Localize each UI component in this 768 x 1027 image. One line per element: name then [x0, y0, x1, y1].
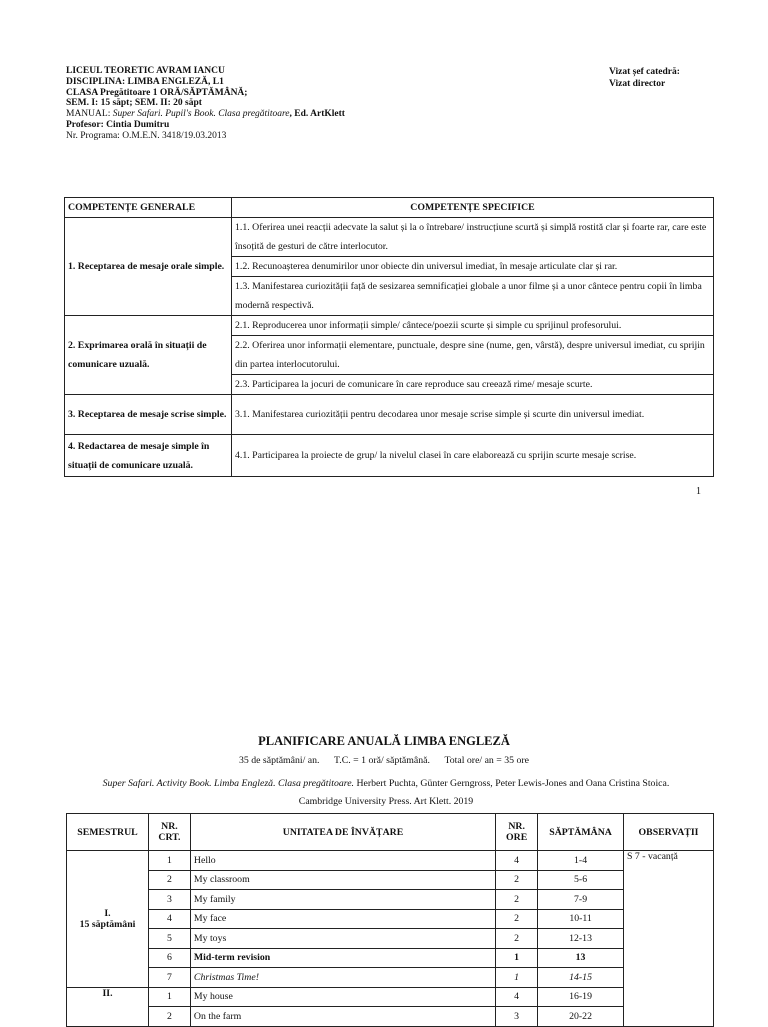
manual-label: MANUAL: [66, 109, 111, 120]
table-row [65, 316, 714, 336]
discipline: DISCIPLINA: LIMBA ENGLEZĂ, L1 [66, 76, 224, 87]
unit-cell: My classroom [190, 870, 495, 890]
unit-cell: On the farm [190, 1007, 495, 1027]
semester-2-cell [67, 987, 149, 1026]
book-title: Super Safari. Activity Book. Limba Engleză. Clasa pregătitoare. [102, 778, 354, 789]
book-authors: Herbert Puchta, Günter Gerngross, Peter Lewis-Jones and Oana Cristina Stoica. [354, 778, 670, 789]
week-cell: 14-15 [538, 968, 624, 988]
unit-cell: My house [190, 987, 495, 1007]
col-nr-ore-header: NR. ORE [496, 814, 538, 851]
competences-table [64, 197, 714, 477]
col-nr-crt-header: NR. CRT. [148, 814, 190, 851]
planning-table [66, 813, 714, 1027]
unit-cell: Hello [190, 851, 495, 871]
specific-competence: 2.2. Oferirea unor informații elementare, punctuale, despre sine (nume, gen, vârstă), despre universul imediat, cu sprijin din partea interlocutorului. [232, 336, 714, 375]
teacher-name: Profesor: Cintia Dumitru [66, 119, 170, 130]
nr-cell: 6 [148, 948, 190, 968]
school-name: LICEUL TEORETIC AVRAM IANCU [66, 66, 225, 76]
hours-cell: 2 [496, 870, 538, 890]
program-number: Nr. Programa: O.M.E.N. 3418/19.03.2013 [66, 130, 227, 141]
table-row [67, 909, 714, 929]
col-week-header: SĂPTĂMÂNA [538, 814, 624, 851]
general-competence: 1. Receptarea de mesaje orale simple. [65, 218, 232, 316]
nr-cell: 1 [148, 851, 190, 871]
table-row [65, 435, 714, 477]
table-row [67, 968, 714, 988]
unit-cell: Mid-term revision [190, 948, 495, 968]
competences-header-row [65, 198, 714, 218]
observations-cell: S 7 - vacanță [624, 851, 714, 1027]
nr-cell: 7 [148, 968, 190, 988]
hours-cell: 1 [496, 948, 538, 968]
visa-chief: Vizat șef catedră: [609, 67, 680, 77]
unit-cell: My family [190, 890, 495, 910]
document-header [66, 66, 345, 142]
semester-info: SEM. I: 15 săpt; SEM. II: 20 săpt [66, 98, 202, 109]
plan-subtitle: 35 de săptămâni/ an. T.C. = 1 oră/ săptămână. Total ore/ an = 35 ore [238, 755, 530, 766]
hours-cell: 3 [496, 1007, 538, 1027]
week-cell: 16-19 [538, 987, 624, 1007]
approval-block [609, 66, 680, 90]
general-competence: 3. Receptarea de mesaje scrise simple. [65, 395, 232, 435]
nr-cell: 2 [148, 870, 190, 890]
specific-competence: 4.1. Participarea la proiecte de grup/ la nivelul clasei în care elaborează cu sprijin scurte mesaje scrise. [232, 435, 714, 477]
general-competence: 4. Redactarea de mesaje simple în situații de comunicare uzuală. [65, 435, 232, 477]
class-info: CLASA Pregătitoare 1 ORĂ/SĂPTĂMÂNĂ; [66, 87, 248, 98]
manual-publisher: , Ed. ArtKlett [289, 109, 345, 120]
nr-cell: 5 [148, 929, 190, 949]
table-row [67, 987, 714, 1007]
semester-2-label: II. [102, 987, 113, 999]
nr-cell: 2 [148, 1007, 190, 1027]
hours-cell: 2 [496, 909, 538, 929]
specific-competence: 3.1. Manifestarea curiozității pentru decodarea unor mesaje scrise simple și scurte din universul imediat. [232, 395, 714, 435]
table-row [67, 870, 714, 890]
unit-cell: My toys [190, 929, 495, 949]
hours-cell: 4 [496, 851, 538, 871]
manual-info [66, 109, 345, 120]
hours-cell: 2 [496, 929, 538, 949]
specific-competence: 1.2. Recunoașterea denumirilor unor obiecte din universul imediat, în mesaje articulate clar și rar. [232, 257, 714, 277]
plan-title: PLANIFICARE ANUALĂ LIMBA ENGLEZĂ [258, 734, 510, 748]
week-cell: 1-4 [538, 851, 624, 871]
nr-cell: 4 [148, 909, 190, 929]
hours-cell: 1 [496, 968, 538, 988]
col-general-header: COMPETENȚE GENERALE [65, 198, 232, 218]
unit-cell: Christmas Time! [190, 968, 495, 988]
semester-1-label: I. [104, 907, 111, 919]
page-number: 1 [696, 486, 701, 497]
plan-book-reference [66, 775, 706, 811]
semester-1-weeks: 15 săptămâni [79, 918, 136, 930]
table-row [67, 929, 714, 949]
manual-title: Super Safari. Pupil's Book. Clasa pregătitoare [112, 109, 290, 120]
col-unit-header: UNITATEA DE ÎNVĂȚARE [190, 814, 495, 851]
general-competence: 2. Exprimarea orală în situații de comunicare uzuală. [65, 316, 232, 395]
table-row [67, 1007, 714, 1027]
week-cell: 12-13 [538, 929, 624, 949]
table-row [65, 218, 714, 257]
semester-1-cell [67, 851, 149, 988]
nr-cell: 3 [148, 890, 190, 910]
visa-director: Vizat director [609, 79, 666, 89]
planning-header-row [67, 814, 714, 851]
table-row [67, 890, 714, 910]
table-row [67, 948, 714, 968]
week-cell: 20-22 [538, 1007, 624, 1027]
specific-competence: 2.3. Participarea la jocuri de comunicare în care reproduce sau creează rime/ mesaje scurte. [232, 375, 714, 395]
table-row [65, 395, 714, 435]
week-cell: 7-9 [538, 890, 624, 910]
book-publisher: Cambridge University Press. Art Klett. 2019 [298, 796, 474, 807]
col-semester-header: SEMESTRUL [67, 814, 149, 851]
hours-cell: 2 [496, 890, 538, 910]
col-obs-header: OBSERVAȚII [624, 814, 714, 851]
specific-competence: 2.1. Reproducerea unor informații simple/ cântece/poezii scurte și simple cu sprijinul profesorului. [232, 316, 714, 336]
week-cell: 13 [538, 948, 624, 968]
col-specific-header: COMPETENȚE SPECIFICE [232, 198, 714, 218]
unit-cell: My face [190, 909, 495, 929]
table-row [67, 851, 714, 871]
hours-cell: 4 [496, 987, 538, 1007]
week-cell: 5-6 [538, 870, 624, 890]
week-cell: 10-11 [538, 909, 624, 929]
nr-cell: 1 [148, 987, 190, 1007]
specific-competence: 1.1. Oferirea unei reacții adecvate la salut și la o întrebare/ instrucțiune scurtă și simplă rostită clar și foarte rar, care este însoțită de gesturi de către interlocutor. [232, 218, 714, 257]
specific-competence: 1.3. Manifestarea curiozității față de sesizarea semnificației globale a unor filme și a unor cântece pentru copii în limba modernă respectivă. [232, 277, 714, 316]
